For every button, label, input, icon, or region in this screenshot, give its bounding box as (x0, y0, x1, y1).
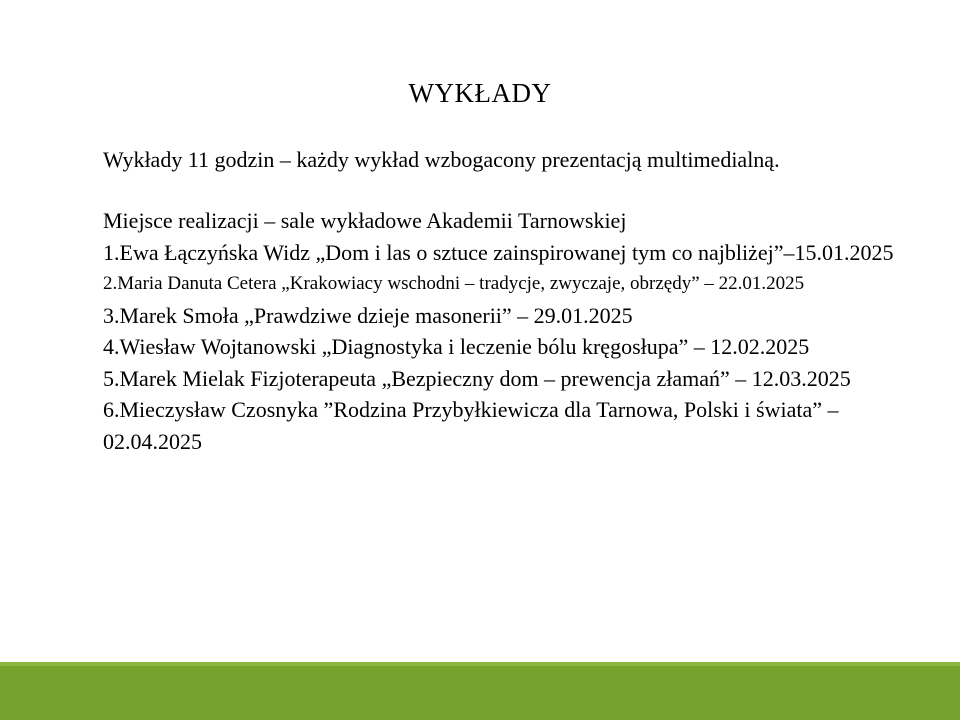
place-line: Miejsce realizacji – sale wykładowe Akademii Tarnowskiej (103, 208, 627, 233)
slide-body (103, 144, 913, 457)
lecture-list (103, 205, 913, 457)
list-item: 6.Mieczysław Czosnyka ”Rodzina Przybyłkiewicza dla Tarnowa, Polski i świata” – 02.04.2025 (103, 397, 839, 454)
list-item: 4.Wiesław Wojtanowski „Diagnostyka i leczenie bólu kręgosłupa” – 12.02.2025 (103, 334, 810, 359)
list-item: 5.Marek Mielak Fizjoterapeuta „Bezpieczny dom – prewencja złamań” – 12.03.2025 (103, 365, 851, 391)
footer-accent-stripe (0, 662, 960, 666)
intro-paragraph: Wykłady 11 godzin – każdy wykład wzbogacony prezentacją multimedialną. (103, 147, 780, 172)
footer-bar (0, 662, 960, 720)
page-title: WYKŁADY (408, 78, 552, 108)
list-item: 2.Maria Danuta Cetera „Krakowiacy wschodni – tradycje, zwyczaje, obrzędy” – 22.01.2025 (103, 273, 805, 294)
list-item: 1.Ewa Łączyńska Widz „Dom i las o sztuce zainspirowanej tym co najbliżej”–15.01.2025 (103, 239, 894, 265)
list-item: 3.Marek Smoła „Prawdziwe dzieje masonerii” – 29.01.2025 (103, 302, 633, 328)
